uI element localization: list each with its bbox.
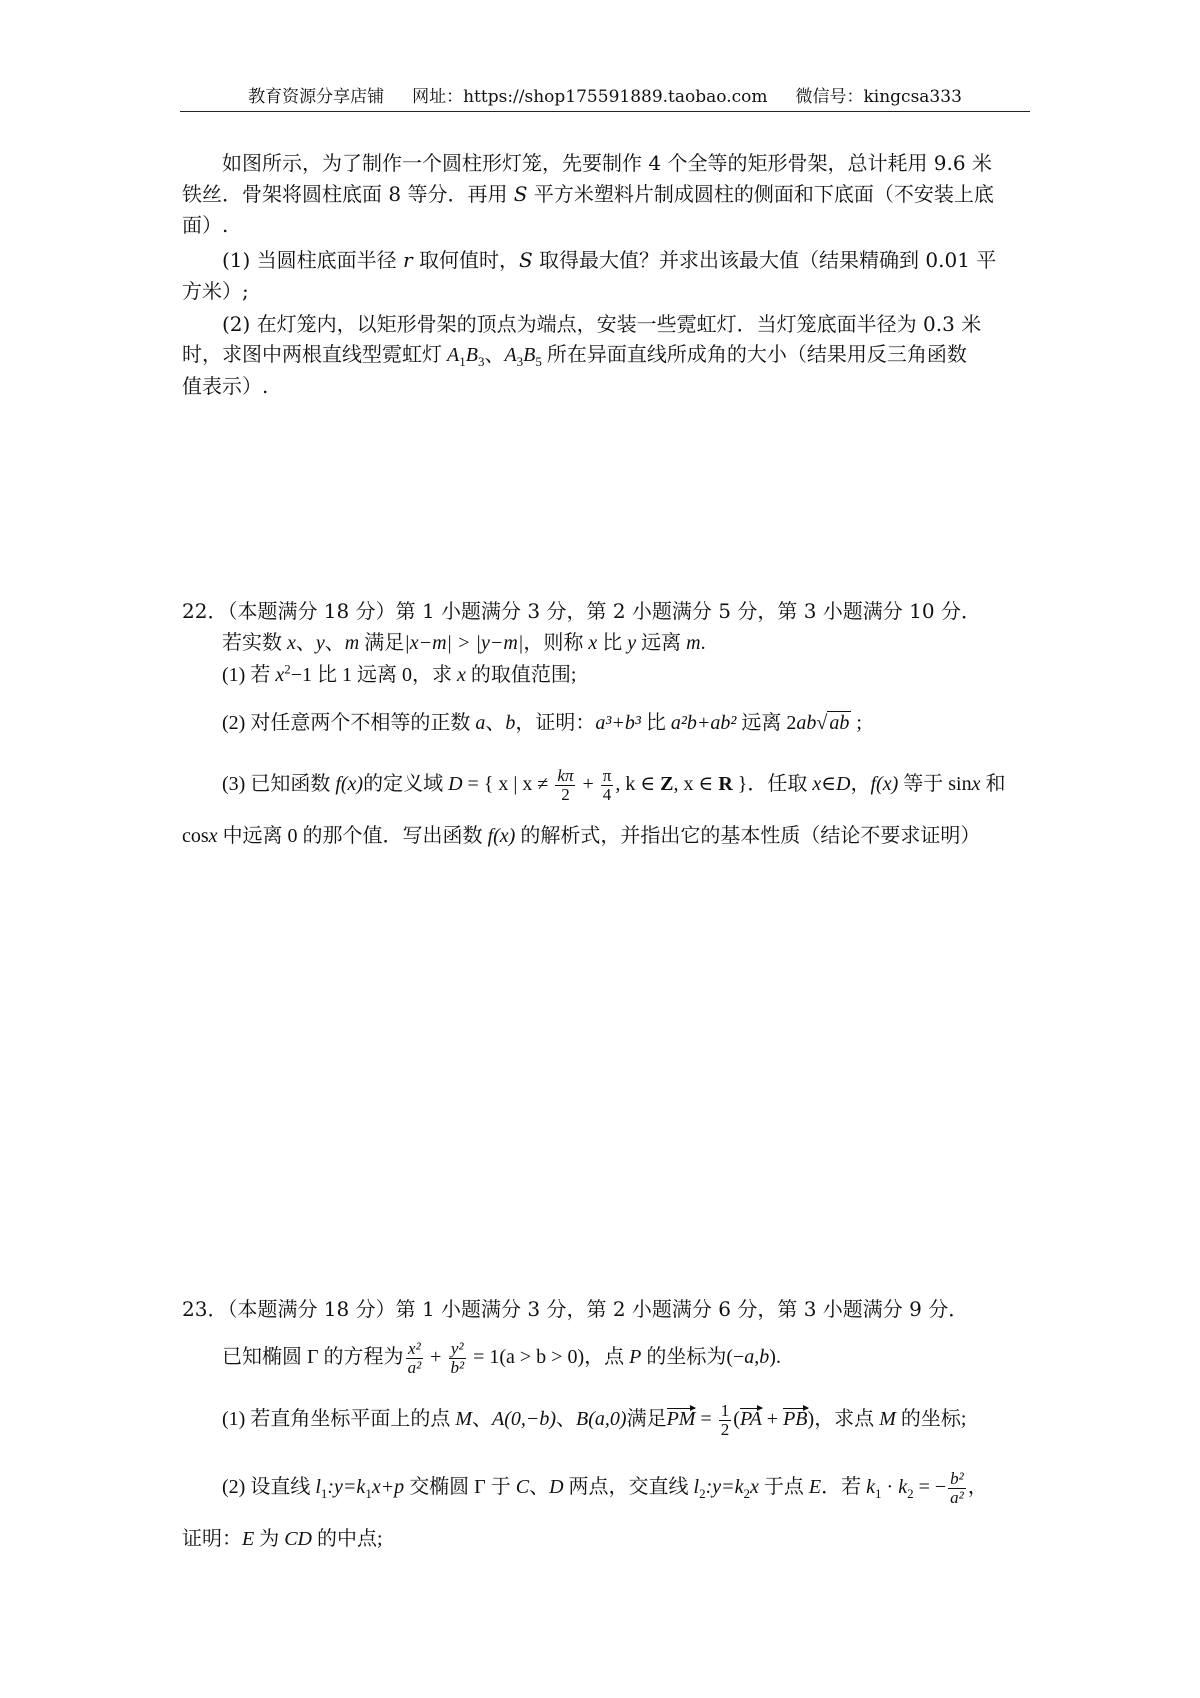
- frac-x2-a2: $\frac{\text{x²}}{\text{a²}}$: [407, 1339, 422, 1377]
- q21-line-2: 铁丝．骨架将圆柱底面 8 等分．再用 S 平方米塑料片制成圆柱的侧面和下底面（不安装上底: [182, 182, 994, 206]
- q22-definition: 若实数 x、y、m 满足|x−m| > |y−m|，则称 x 比 y 远离 m.: [222, 632, 706, 654]
- frac-b2-a2: $\frac{\text{b²}}{\text{a²}}$: [950, 1469, 964, 1507]
- q22-part-2: (2) 对任意两个不相等的正数 a、b，证明：a³+b³ 比 a²b+ab² 远离 2ab√ ab ;: [222, 712, 862, 734]
- q23-part-2-cont: 证明：E 为 CD 的中点;: [182, 1528, 383, 1550]
- q21-part-1-cont: 方米）;: [182, 279, 249, 303]
- frac-kpi-2: $\frac{k\pi}{2}$: [557, 766, 574, 804]
- q22-part-3-cont: cosx 中远离 0 的那个值．写出函数 f(x) 的解析式，并指出它的基本性质（结论不要求证明）: [182, 825, 981, 847]
- q21-part-2: (2) 在灯笼内，以矩形骨架的顶点为端点，安装一些霓虹灯．当灯笼底面半径为 0.3 米: [222, 312, 982, 336]
- q21-line-1: 如图所示，为了制作一个圆柱形灯笼，先要制作 4 个全等的矩形骨架，总计耗用 9.6 米: [222, 151, 992, 175]
- q23-ellipse: 已知椭圆 Γ 的方程为 $\frac{\text{x²}}{\text{a²}}$ + $\frac{\text{y²}}{\text{b²}}$ = 1(a > b > 0)，点 P 的坐标为(−a,b).: [222, 1339, 781, 1377]
- q23-part-1: (1) 若直角坐标平面上的点 M、A(0,−b)、B(a,0)满足PM = $\frac{1}{2}$ (PA + PB)，求点 M 的坐标;: [222, 1401, 967, 1439]
- q21-part-2-cont: 时，求图中两根直线型霓虹灯 $A_1B_3$、$A_3B_5$ 所在异面直线所成角的大小（结果用反三角函数: [182, 344, 967, 369]
- header-wechat: 微信号：kingcsa333: [795, 87, 962, 107]
- page-header: [180, 82, 1030, 107]
- frac-pi-4: $\frac{\pi}{4}$: [602, 766, 612, 804]
- q22-part-1: (1) 若 $x^2-1$ 比 1 远离 0，求 x 的取值范围;: [222, 661, 577, 686]
- q23-heading: 23．（本题满分 18 分）第 1 小题满分 3 分，第 2 小题满分 6 分，第 3 小题满分 9 分．: [182, 1297, 969, 1321]
- header-rule: [180, 111, 1030, 112]
- header-url: 网址：https://shop175591889.taobao.com: [412, 87, 768, 107]
- q22-heading: 22．（本题满分 18 分）第 1 小题满分 3 分，第 2 小题满分 5 分，第 3 小题满分 10 分．: [182, 599, 981, 623]
- q21-part-2-end: 值表示）.: [182, 374, 269, 398]
- q21-part-1: (1) 当圆柱底面半径 r 取何值时，S 取得最大值？并求出该最大值（结果精确到 0.01 平: [222, 248, 997, 272]
- header-shop: 教育资源分享店铺: [248, 87, 385, 107]
- frac-one-half: $\frac{1}{2}$: [720, 1401, 730, 1439]
- q22-part-3: (3) 已知函数 f(x)的定义域 D = { x | x ≠ $\frac{k\pi}{2}$ + $\frac{\pi}{4}$ , k ∈ Z, x ∈ R }．任取 x∈D，f(x) 等于 sinx 和: [222, 766, 1006, 804]
- q21-line-3: 面）.: [182, 213, 229, 237]
- q23-part-2: (2) 设直线 $l_1:y=k_1x+p$ 交椭圆 Γ 于 C、D 两点，交直线 $l_2:y=k_2x$ 于点 E．若 $k_1 \cdot k_2$ = − $\frac{\text{b²}}{\text{a²}}$ ，: [222, 1469, 988, 1507]
- frac-y2-b2: $\frac{\text{y²}}{\text{b²}}$: [450, 1339, 465, 1377]
